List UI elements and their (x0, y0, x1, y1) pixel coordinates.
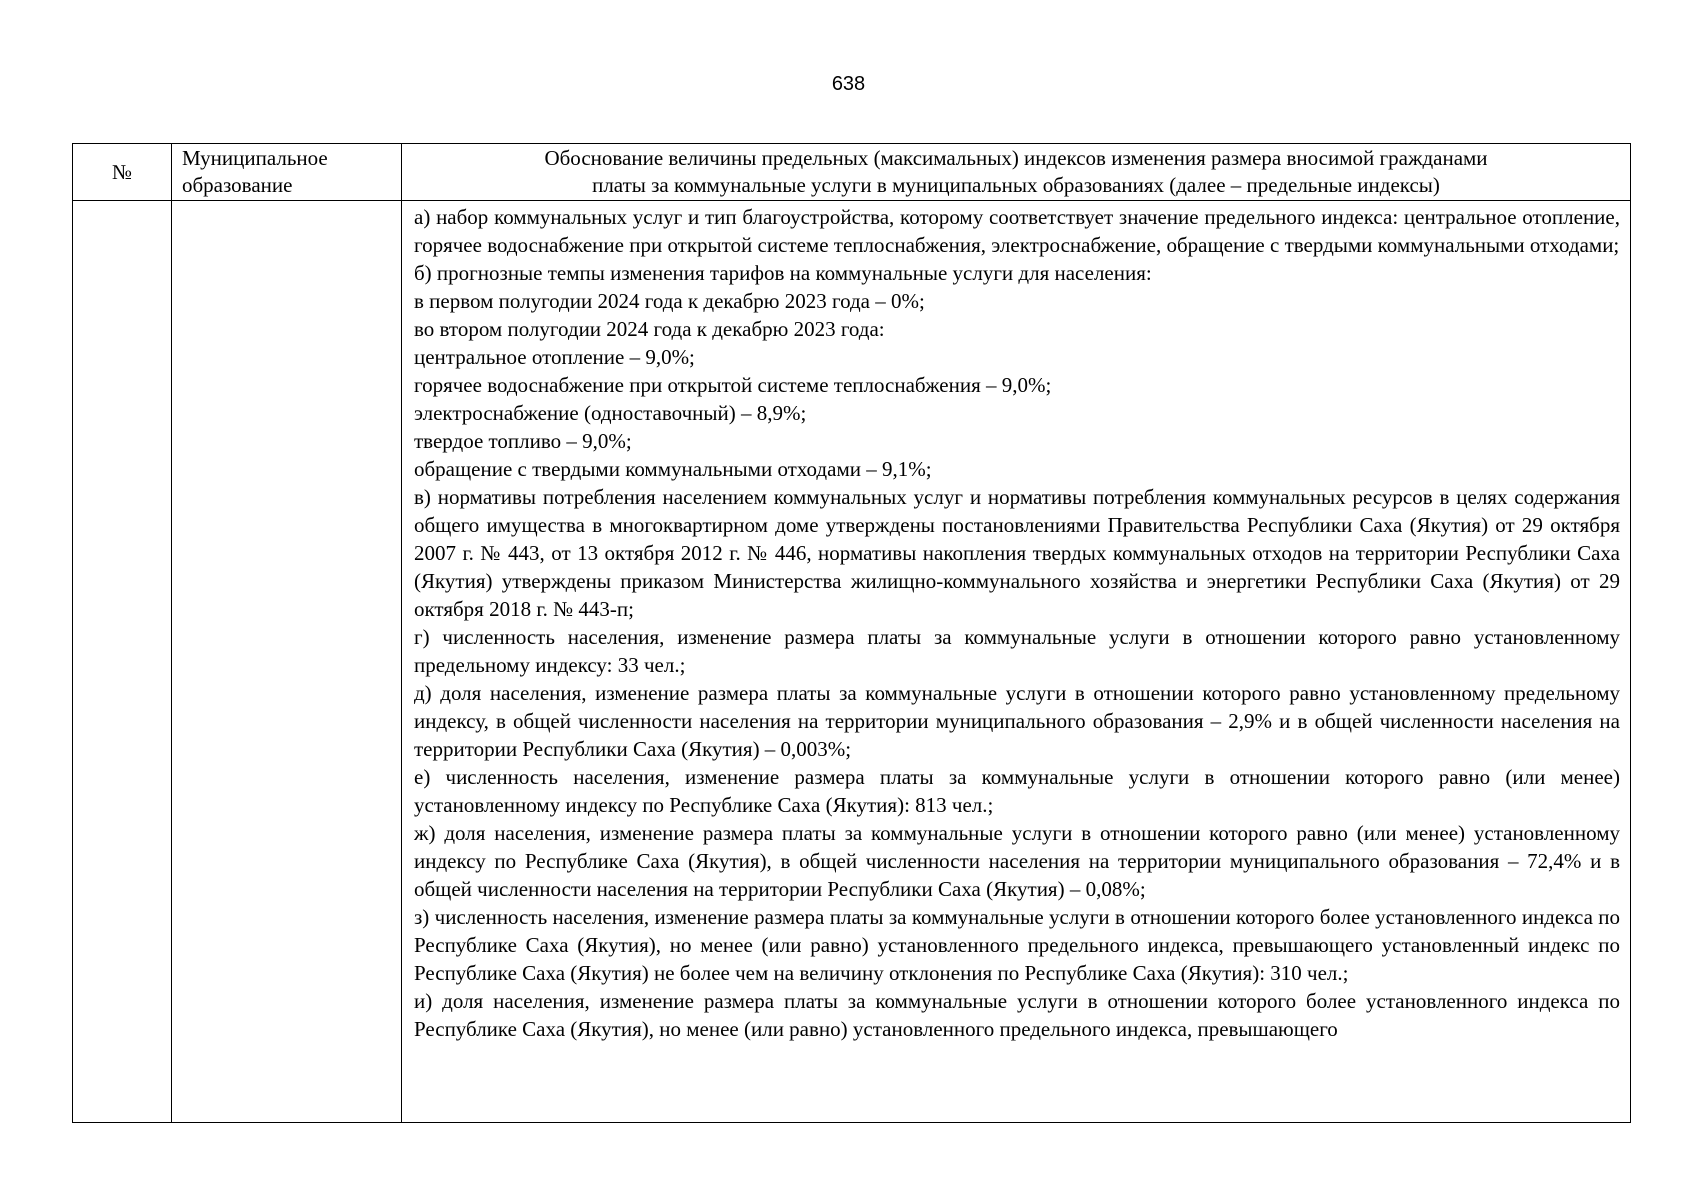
header-municipality: Муниципальное образование (172, 144, 402, 201)
paragraph-b: б) прогнозные темпы изменения тарифов на коммунальные услуги для населения: (414, 261, 1152, 285)
paragraph-z: з) численность населения, изменение размера платы за коммунальные услуги в отношении которого более установленного индекса по Республике Саха (Якутия), но менее (или равно) установленного предельного индекса, превышающего установленный индекс по Республике Саха (Якутия) не более чем на величину отклонения по Республике Саха (Якутия): 310 чел.; (414, 905, 1620, 985)
cell-justification (402, 201, 1631, 1123)
tariff-waste: обращение с твердыми коммунальными отходами – 9,1%; (414, 457, 932, 481)
cell-number (73, 201, 172, 1123)
justification-table (72, 143, 1631, 1123)
paragraph-b-first-half: в первом полугодии 2024 года к декабрю 2023 года – 0%; (414, 289, 925, 313)
tariff-electricity: электроснабжение (одноставочный) – 8,9%; (414, 401, 807, 425)
header-number: № (73, 144, 172, 201)
paragraph-a: а) набор коммунальных услуг и тип благоустройства, которому соответствует значение предельного индекса: центральное отопление, горячее водоснабжение при открытой системе теплоснабжения, электроснабжение, обращение с твердыми коммунальными отходами; (414, 205, 1620, 257)
table-header-row (73, 144, 1631, 201)
page-number: 638 (831, 73, 866, 95)
paragraph-g: г) численность населения, изменение размера платы за коммунальные услуги в отношении которого равно установленному предельному индексу: 33 чел.; (414, 625, 1620, 677)
paragraph-e: е) численность населения, изменение размера платы за коммунальные услуги в отношении которого равно (или менее) установленному индексу по Республике Саха (Якутия): 813 чел.; (414, 765, 1620, 817)
paragraph-b-second-half: во втором полугодии 2024 года к декабрю 2023 года: (414, 317, 885, 341)
paragraph-zh: ж) доля населения, изменение размера платы за коммунальные услуги в отношении которого равно (или менее) установленному индексу по Республике Саха (Якутия), в общей численности населения на территории муниципального образования – 72,4% и в общей численности населения на территории Республики Саха (Якутия) – 0,08%; (414, 821, 1620, 901)
paragraph-v: в) нормативы потребления населением коммунальных услуг и нормативы потребления коммунальных ресурсов в целях содержания общего имущества в многоквартирном доме утверждены постановлениями Правительства Республики Саха (Якутия) от 29 октября 2007 г. № 443, от 13 октября 2012 г. № 446, нормативы накопления твердых коммунальных отходов на территории Республики Саха (Якутия) утверждены приказом Министерства жилищно-коммунального хозяйства и энергетики Республики Саха (Якутия) от 29 октября 2018 г. № 443-п; (414, 485, 1620, 621)
tariff-heating: центральное отопление – 9,0%; (414, 345, 695, 369)
tariff-solid-fuel: твердое топливо – 9,0%; (414, 429, 632, 453)
header-justification-line2: платы за коммунальные услуги в муниципальных образованиях (далее – предельные индексы) (592, 173, 1440, 197)
paragraph-d: д) доля населения, изменение размера платы за коммунальные услуги в отношении которого равно установленному предельному индексу, в общей численности населения на территории муниципального образования – 2,9% и в общей численности населения на территории Республики Саха (Якутия) – 0,003%; (414, 681, 1620, 761)
header-justification (402, 144, 1631, 201)
paragraph-i: и) доля населения, изменение размера платы за коммунальные услуги в отношении которого более установленного индекса по Республике Саха (Якутия), но менее (или равно) установленного предельного индекса, превышающего (414, 989, 1620, 1041)
cell-municipality (172, 201, 402, 1123)
tariff-hot-water: горячее водоснабжение при открытой системе теплоснабжения – 9,0%; (414, 373, 1052, 397)
header-justification-line1: Обоснование величины предельных (максимальных) индексов изменения размера вносимой гражданами (544, 146, 1488, 170)
table-row (73, 201, 1631, 1123)
